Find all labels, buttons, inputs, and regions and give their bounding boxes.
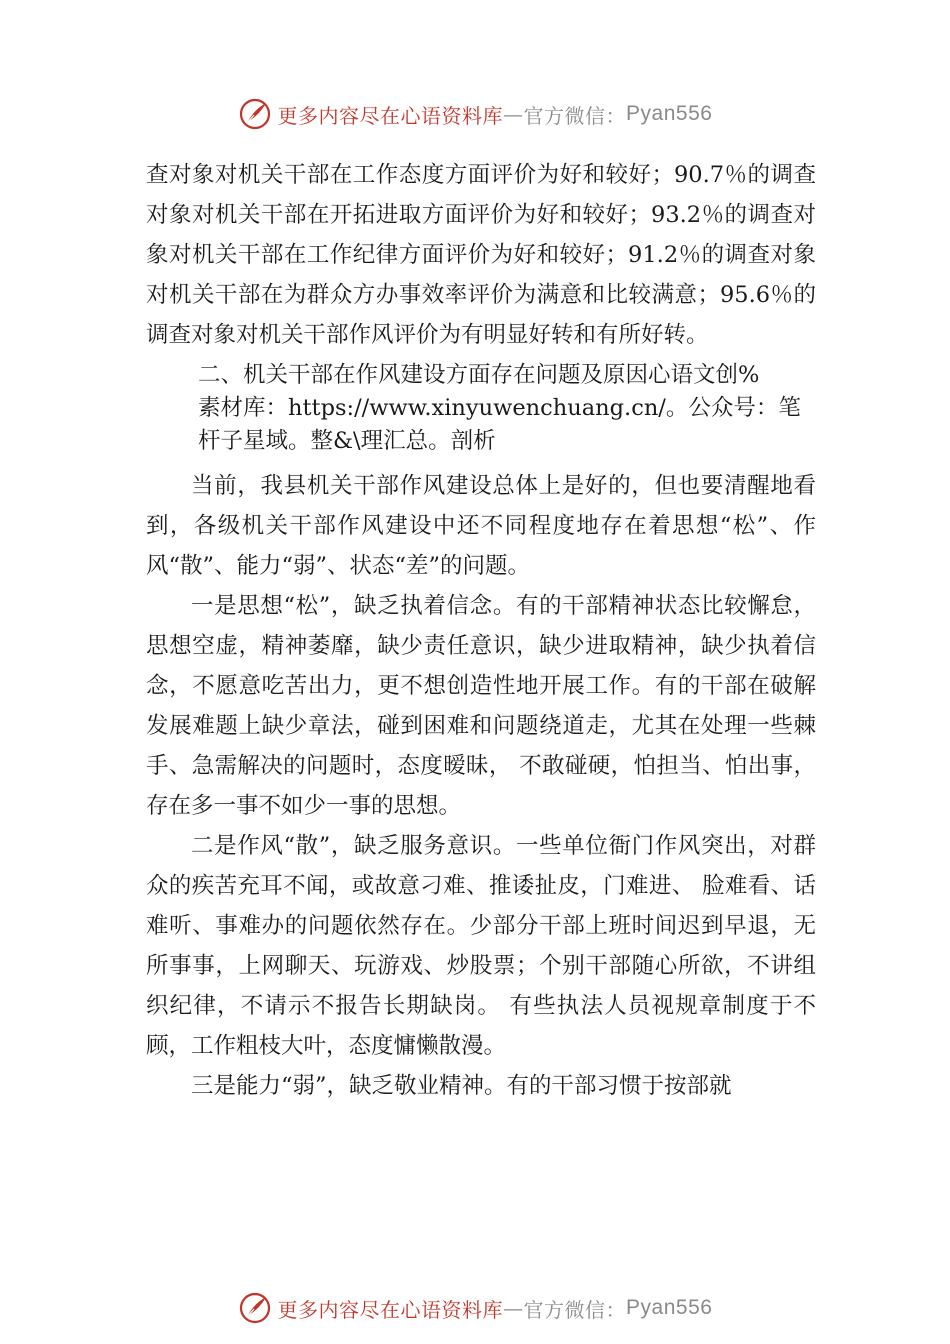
section-heading-line-1: 二、机关干部在作风建设方面存在问题及原因心语文创% bbox=[198, 362, 760, 388]
banner-wechat-label: 官方微信： bbox=[523, 103, 627, 128]
footer-banner-title: 更多内容尽在心语资料库 bbox=[277, 1297, 504, 1322]
banner-wechat-id: Pyan556 bbox=[626, 102, 713, 125]
paragraph-survey-results: 查对象对机关干部在工作态度方面评价为好和较好；90.7％的调查对象对机关干部在开拓进取方面评价为好和较好；93.2％的调查对象对机关干部在工作纪律方面评价为好和较好；91.2％的调查对象对机关干部在为群众方办事效率评价为满意和比较满意；95.6％的调查对象对机关干部作风评价为有明显好转和有所好转。 bbox=[146, 162, 816, 348]
paragraph-overview: 当前，我县机关干部作风建设总体上是好的，但也要清醒地看到，各级机关干部作风建设中还不同程度地存在着思想“松”、作风“散”、能力“弱”、状态“差”的问题。 bbox=[146, 473, 816, 579]
footer-banner bbox=[0, 1288, 950, 1328]
banner-dash: — bbox=[503, 102, 524, 126]
document-body bbox=[146, 155, 816, 1106]
section-heading-line-3: 杆子星域。整&\理汇总。剖析 bbox=[198, 428, 496, 454]
header-banner bbox=[0, 94, 950, 134]
paragraph-thought-loose: 一是思想“松”，缺乏执着信念。有的干部精神状态比较懈怠，思想空虚，精神萎靡，缺少责任意识，缺少进取精神，缺少执着信念，不愿意吃苦出力，更不想创造性地开展工作。有的干部在破解发展难题上缺少章法，碰到困难和问题绕道走，尤其在处理一些棘手、急需解决的问题时，态度暧昧， 不敢碰硬，怕担当、怕出事，存在多一事不如少一事的思想。 bbox=[146, 593, 816, 819]
footer-banner-dash: — bbox=[503, 1296, 524, 1320]
feather-pen-logo-icon bbox=[238, 97, 272, 131]
feather-pen-logo-icon bbox=[238, 1291, 272, 1325]
paragraph-ability-weak: 三是能力“弱”，缺乏敬业精神。有的干部习惯于按部就 bbox=[191, 1073, 732, 1099]
footer-banner-wechat-label: 官方微信： bbox=[523, 1297, 627, 1322]
paragraph-style-scattered: 二是作风“散”，缺乏服务意识。一些单位衙门作风突出，对群众的疾苦充耳不闻，或故意刁难、推诿扯皮，门难进、 脸难看、话难听、事难办的问题依然存在。少部分干部上班时间迟到早退，无所事事，上网聊天、玩游戏、炒股票；个别干部随心所欲，不讲组织纪律，不请示不报告长期缺岗。 有些执法人员视规章制度于不顾，工作粗枝大叶，态度慵懒散漫。 bbox=[146, 833, 816, 1059]
banner-title: 更多内容尽在心语资料库 bbox=[277, 103, 504, 128]
footer-banner-wechat-id: Pyan556 bbox=[626, 1296, 713, 1319]
section-heading bbox=[146, 359, 830, 458]
section-heading-line-2: 素材库：https://www.xinyuwenchuang.cn/。公众号：笔 bbox=[198, 395, 801, 421]
